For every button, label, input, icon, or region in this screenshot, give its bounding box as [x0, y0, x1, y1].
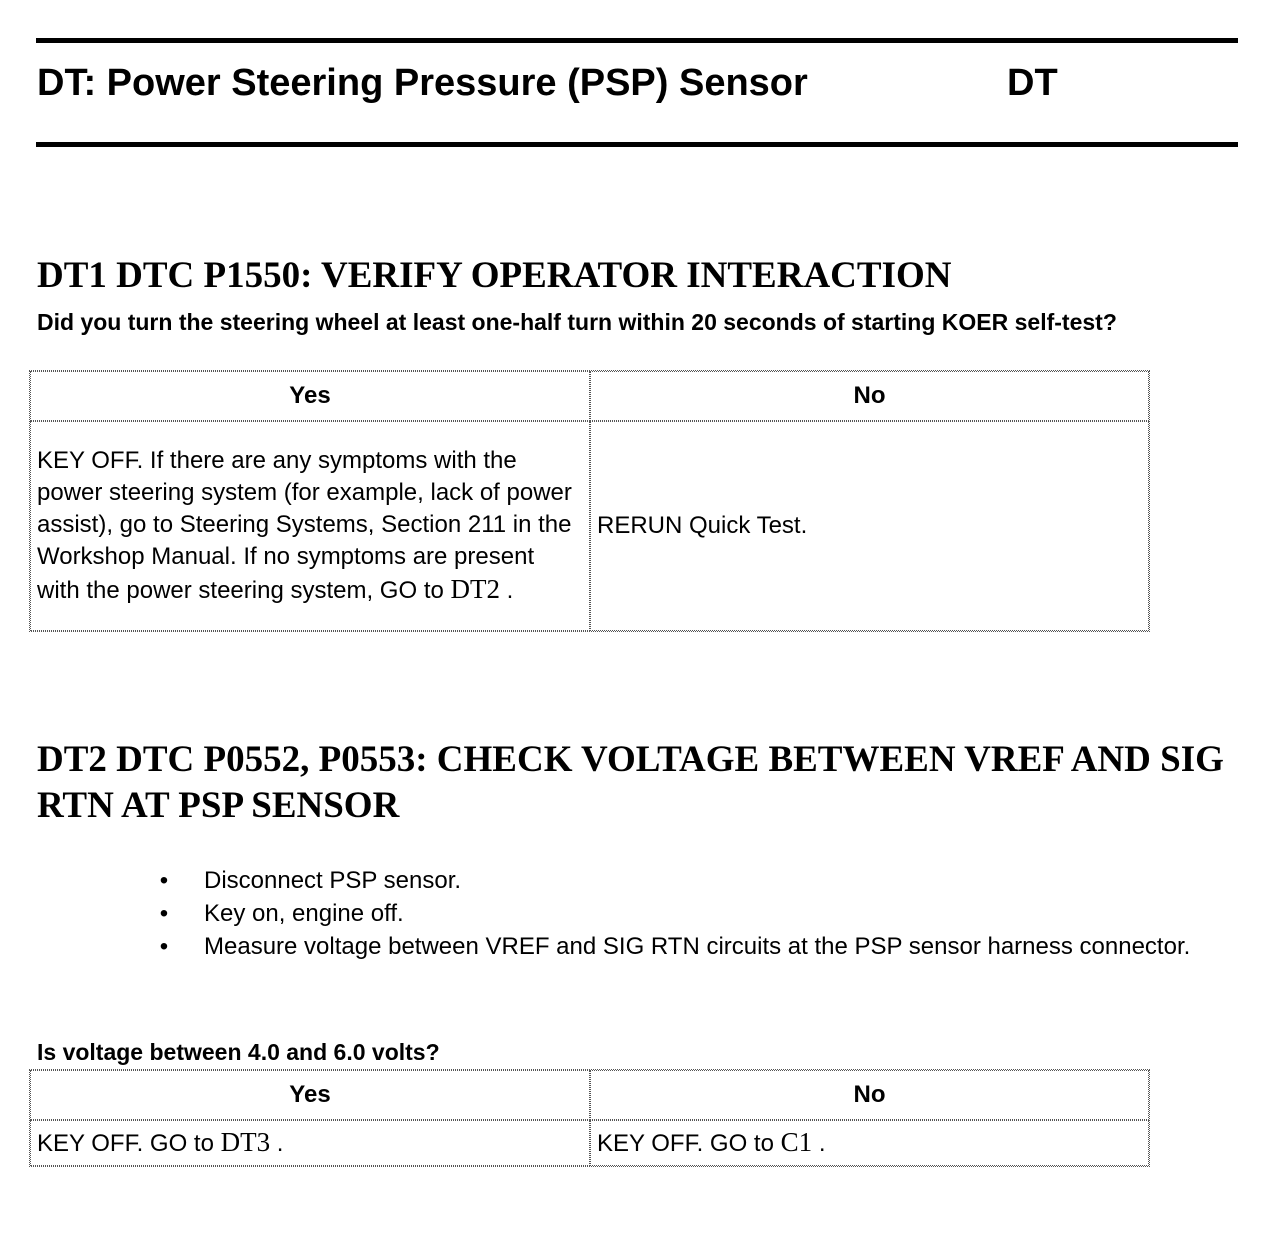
header-top-rule [36, 38, 1238, 43]
dt1-yes-suffix: . [506, 577, 514, 604]
table-row [30, 421, 1149, 631]
bullet-icon: • [159, 867, 169, 894]
dt2-question: Is voltage between 4.0 and 6.0 volts? [37, 1039, 440, 1065]
dt2-no-suffix: . [818, 1130, 826, 1157]
list-item [160, 864, 1230, 897]
dt1-question: Did you turn the steering wheel at least one-half turn within 20 seconds of starting KOER self-test? [37, 309, 1117, 335]
table-header-row [30, 371, 1149, 421]
table-header-row [30, 1070, 1149, 1120]
dt2-yes-cell [30, 1120, 590, 1166]
dt1-no-cell: RERUN Quick Test. [590, 421, 1149, 631]
yes-column-header: Yes [30, 1070, 590, 1120]
list-item [160, 897, 1230, 930]
page-section-code: DT [1007, 62, 1058, 104]
dt1-step-heading: DT1 DTC P1550: VERIFY OPERATOR INTERACTION [37, 255, 952, 296]
dt1-yes-cell [30, 421, 590, 631]
bullet-icon: • [159, 933, 169, 960]
dt2-no-cell [590, 1120, 1149, 1166]
list-item-text: Measure voltage between VREF and SIG RTN circuits at the PSP sensor harness connector. [204, 933, 1191, 960]
no-column-header: No [590, 371, 1149, 421]
dt2-procedure-list [160, 864, 1230, 963]
dt2-yes-suffix: . [276, 1130, 284, 1157]
link-dt3[interactable]: DT3 [220, 1127, 271, 1157]
yes-column-header: Yes [30, 371, 590, 421]
list-item [160, 930, 1230, 963]
header-bottom-rule [36, 142, 1238, 147]
no-column-header: No [590, 1070, 1149, 1120]
dt1-answer-table [29, 370, 1150, 632]
dt1-yes-text: KEY OFF. If there are any symptoms with the power steering system (for example, lack of power assist), go to Steering Systems, Section 211 in the Workshop Manual. If no symptoms are present with the power steering system, GO to [37, 447, 572, 604]
list-item-text: Disconnect PSP sensor. [204, 867, 462, 894]
dt2-step-heading: DT2 DTC P0552, P0553: CHECK VOLTAGE BETWEEN VREF AND SIG RTN AT PSP SENSOR [37, 739, 1224, 826]
page-title: DT: Power Steering Pressure (PSP) Sensor [37, 62, 808, 104]
link-dt2[interactable]: DT2 [450, 574, 500, 604]
link-c1[interactable]: C1 [780, 1127, 813, 1157]
dt2-answer-table [29, 1069, 1150, 1167]
dt2-yes-text: KEY OFF. GO to [37, 1130, 214, 1157]
list-item-text: Key on, engine off. [204, 900, 404, 927]
bullet-icon: • [159, 900, 169, 927]
dt2-no-text: KEY OFF. GO to [597, 1130, 774, 1157]
table-row [30, 1120, 1149, 1166]
